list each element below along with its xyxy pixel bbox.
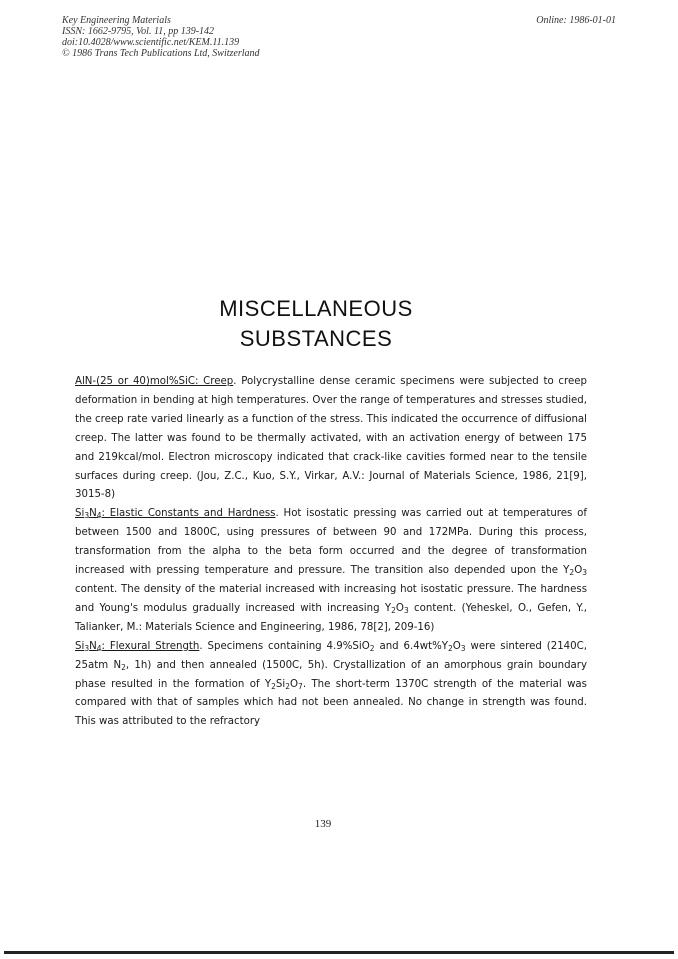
entry-heading: AlN-(25 or 40)mol%SiC: Creep bbox=[75, 376, 234, 387]
journal-header bbox=[62, 15, 260, 59]
entry-heading: $Si_3N_4$: Elastic Constants and Hardness bbox=[75, 508, 276, 521]
entry-text: . Polycrystalline dense ceramic specimens were subjected to creep deformation in bending at high temperatures. Over the range of temperatures and stresses studied, the creep rate varied linearly as a function of the stress. This indicated the occurrence of diffusional creep. The latter was found to be thermally activated, with an activation energy of between 175 and 219kcal/mol. Electron microscopy indicated that crack-like cavities formed near to the tensile surfaces during creep. (Jou, Z.C., Kuo, S.Y., Virkar, A.V.: Journal of Materials Science, 1986, 21[9], 3015-8) bbox=[75, 376, 587, 501]
copyright-line: © 1986 Trans Tech Publications Ltd, Switzerland bbox=[62, 48, 260, 59]
entry-text: content. (Yeheskel, O., Gefen, Y., Talianker, M.: Materials Science and Engineering, 1986, 78[2], 209-16) bbox=[75, 602, 588, 633]
page-number: 139 bbox=[314, 818, 332, 830]
page-title bbox=[0, 294, 632, 354]
entry-text: content. The density of the material increased with increasing hot isostatic pressure. The hardness and Young's modulus gradually increased with increasing bbox=[75, 583, 587, 614]
issn-line: ISSN: 1662-9795, Vol. 11, pp 139-142 bbox=[62, 26, 215, 37]
bottom-divider bbox=[4, 951, 674, 954]
journal-name: Key Engineering Materials bbox=[62, 15, 171, 26]
entry-si3n4-flexural: $Si_3N_4$: Flexural Strength. Specimens containing 4.9%SiO$_2$ and $6.4wt\%Y_2O_3$ were sintered (2140C, 25atm $N_2$, 1h) and then annealed (1500C, 5h). Crystallization of an amorphous grain boundary phase resulted in the formation of $Y_2Si_2O_7$. The short-term 1370C strength of the material was compared with that of samples which had not been annealed. No change in strength was found. This was attributed to the refractory bbox=[75, 640, 587, 728]
entry-text: . Hot isostatic pressing was carried out at temperatures of between 1500 and 1800C, using pressures of between 90 and 172MPa. During this process, transformation from the alpha to the beta form occurred and the degree of transformation increased with pressing temperature and pressure. The transition also depended upon the bbox=[75, 508, 587, 577]
online-date: Online: 1986-01-01 bbox=[536, 15, 616, 26]
doi-link[interactable]: doi:10.4028/www.scientific.net/KEM.11.139 bbox=[62, 37, 240, 48]
entry-heading: $Si_3N_4$: Flexural Strength bbox=[75, 640, 200, 653]
article-body bbox=[75, 373, 587, 732]
title-line-1: MISCELLANEOUS bbox=[219, 296, 413, 321]
title-line-2: SUBSTANCES bbox=[239, 326, 393, 351]
entry-si3n4-elastic: $Si_3N_4$: Elastic Constants and Hardness. Hot isostatic pressing was carried out at temperatures of between 1500 and 1800C, using pressures of between 90 and 172MPa. During this process, transformation from the alpha to the beta form occurred and the degree of transformation increased with pressing temperature and pressure. The transition also depended upon the $Y_2O_3$ content. The density of the material increased with increasing hot isostatic pressure. The hardness and Young's modulus gradually increased with increasing $Y_2O_3$ content. (Yeheskel, O., Gefen, Y., Talianker, M.: Materials Science and Engineering, 1986, 78[2], 209-16) bbox=[75, 508, 588, 633]
entry-aln-sic-creep bbox=[75, 373, 587, 505]
